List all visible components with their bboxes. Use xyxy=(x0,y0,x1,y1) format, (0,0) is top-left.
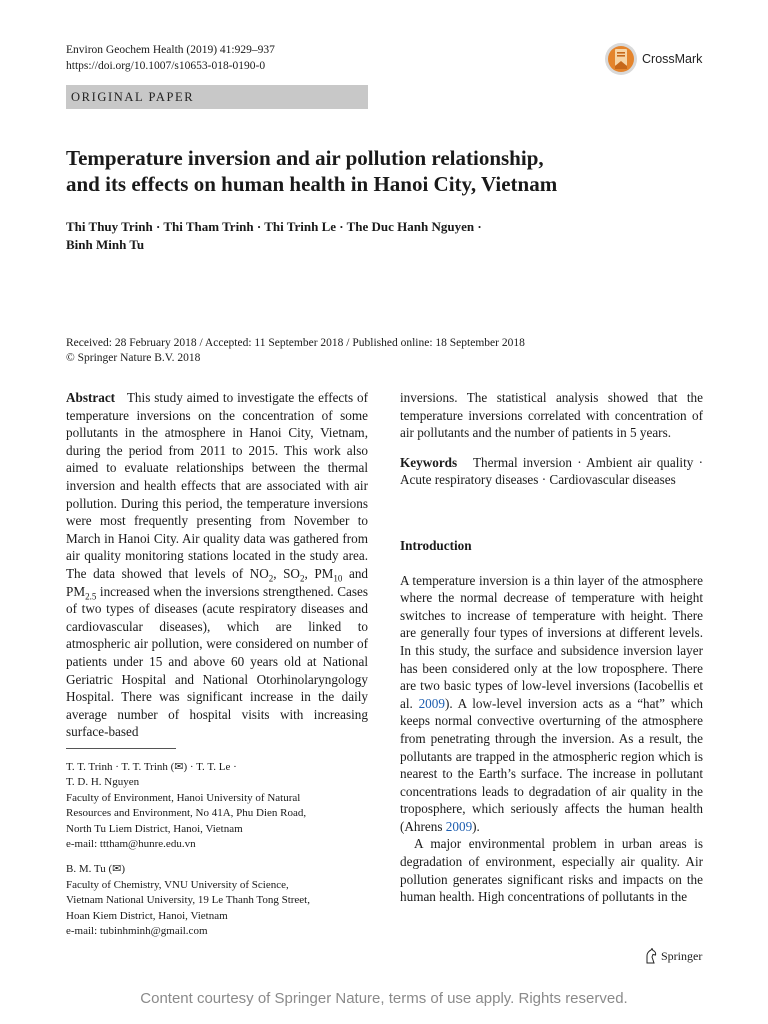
footnote-rule xyxy=(66,748,176,749)
abstract-paragraph: Abstract This study aimed to investigate the effects of temperature inversions on the concentration of some pollutants in the atmosphere in Hanoi City, Vietnam, during the period from 2011 to 2015. This work also aimed to evaluate relationships between the thermal inversion and health effects that are associated with air pollution. During this period, the temperature inversions were most frequently presenting from November to March in Hanoi City. Air quality data was gathered from air quality monitoring stations located in the study area. The data showed that levels of $NO_2$, $SO_2$, $PM_{10}$ and $PM_{2.5}$ increased when the inversions strengthened. Cases of two types of diseases (acute respiratory diseases and cardiovascular diseases), which are linked to atmospheric air pollution, were considered on number of patients under 15 and above 60 years old at National Geriatric Hospital and National Otorhinolaryngology Hospital. There was significant increase in the daily average number of hospital visits with increasing surface-based xyxy=(66,390,369,740)
author-list xyxy=(66,218,686,254)
springer-horse-icon xyxy=(644,948,658,964)
authors-line-2: Binh Minh Tu xyxy=(66,237,145,252)
email-tu[interactable]: e-mail: tubinhminh@gmail.com xyxy=(66,925,208,938)
abstract-continuation: inversions. The statistical analysis showed that the temperature inversions correlated with concentration of air pollutants and the number of patients in 5 years. xyxy=(400,390,703,441)
author-affiliations xyxy=(66,760,368,939)
affiliation-block-2: B. M. Tu (✉) Faculty of Chemistry, VNU University of Science, Vietnam National University, 19 Le Thanh Tong Street, Hoan Kiem District, Hanoi, Vietnam e-mail: tubinhminh@gmail.com xyxy=(66,862,368,939)
copyright-notice: © Springer Nature B.V. 2018 xyxy=(66,352,201,364)
intro-paragraph-2: A major environmental problem in urban areas is degradation of environment, especially air quality. Air pollution generates significant risks and impacts on the human health. High concentrations of pollutants in the xyxy=(400,836,703,905)
keywords-paragraph xyxy=(400,454,703,489)
email-trinh[interactable]: e-mail: tttham@hunre.edu.vn xyxy=(66,838,196,851)
journal-citation: Environ Geochem Health (2019) 41:929–937 xyxy=(66,44,275,56)
publisher-mark xyxy=(644,948,702,964)
intro-paragraph-1: A temperature inversion is a thin layer of the atmosphere where the normal decrease of temperature with height switches to increase of temperature with height. There are generally four types of inversions at different levels. In this study, the surface and subsidence inversion layer has been considered only at the low troposphere. There are two basic types of low-level inversions (Iacobellis et al. 2009). A low-level inversion acts as a “hat” which keeps normal convective overturning of the atmosphere from penetrating through the inversion. As a result, the pollutants are trapped in the atmospheric region which is nearest to the Earth’s surface. The increase in pollutant concentrations leads to degradation of air quality in the troposphere, which seriously affects the human health (Ahrens 2009). xyxy=(400,572,703,834)
keywords-text: Thermal inversion · Ambient air quality · Acute respiratory diseases · Cardiovascular diseases xyxy=(400,454,703,488)
doi-link[interactable]: https://doi.org/10.1007/s10653-018-0190-0 xyxy=(66,59,266,72)
citation-link[interactable]: 2009 xyxy=(445,818,473,834)
paper-title xyxy=(66,145,686,197)
journal-info xyxy=(66,43,275,74)
courtesy-notice: Content courtesy of Springer Nature, terms of use apply. Rights reserved. xyxy=(140,990,628,1007)
title-line-1: Temperature inversion and air pollution relationship, xyxy=(66,146,544,170)
crossmark-icon xyxy=(604,42,638,76)
introduction-heading: Introduction xyxy=(400,537,472,553)
publisher-label: Springer xyxy=(661,948,703,963)
authors-line-1: Thi Thuy Trinh · Thi Tham Trinh · Thi Trinh Le · The Duc Hanh Nguyen · xyxy=(66,219,482,234)
paper-type-label: ORIGINAL PAPER xyxy=(71,90,195,104)
right-column xyxy=(400,389,703,906)
left-column xyxy=(66,389,368,741)
affiliation-block-1: T. T. Trinh · T. T. Trinh (✉) · T. T. Le · T. D. H. Nguyen Faculty of Environment, Hanoi University of Natural Resources and Environment, No 41A, Phu Dien Road, North Tu Liem District, Hanoi, Vietnam e-mail: tttham@hunre.edu.vn xyxy=(66,760,368,852)
abstract-label: Abstract xyxy=(66,390,116,405)
publication-dates: Received: 28 February 2018 / Accepted: 11 September 2018 / Published online: 18 September 2018 xyxy=(66,337,525,349)
publication-history xyxy=(66,336,706,366)
crossmark-label: CrossMark xyxy=(642,52,703,66)
keywords-label: Keywords xyxy=(400,454,458,470)
citation-link[interactable]: 2009 xyxy=(418,695,445,711)
crossmark-badge[interactable] xyxy=(604,42,702,76)
title-line-2: and its effects on human health in Hanoi City, Vietnam xyxy=(66,172,558,196)
paper-type-banner xyxy=(66,85,368,109)
